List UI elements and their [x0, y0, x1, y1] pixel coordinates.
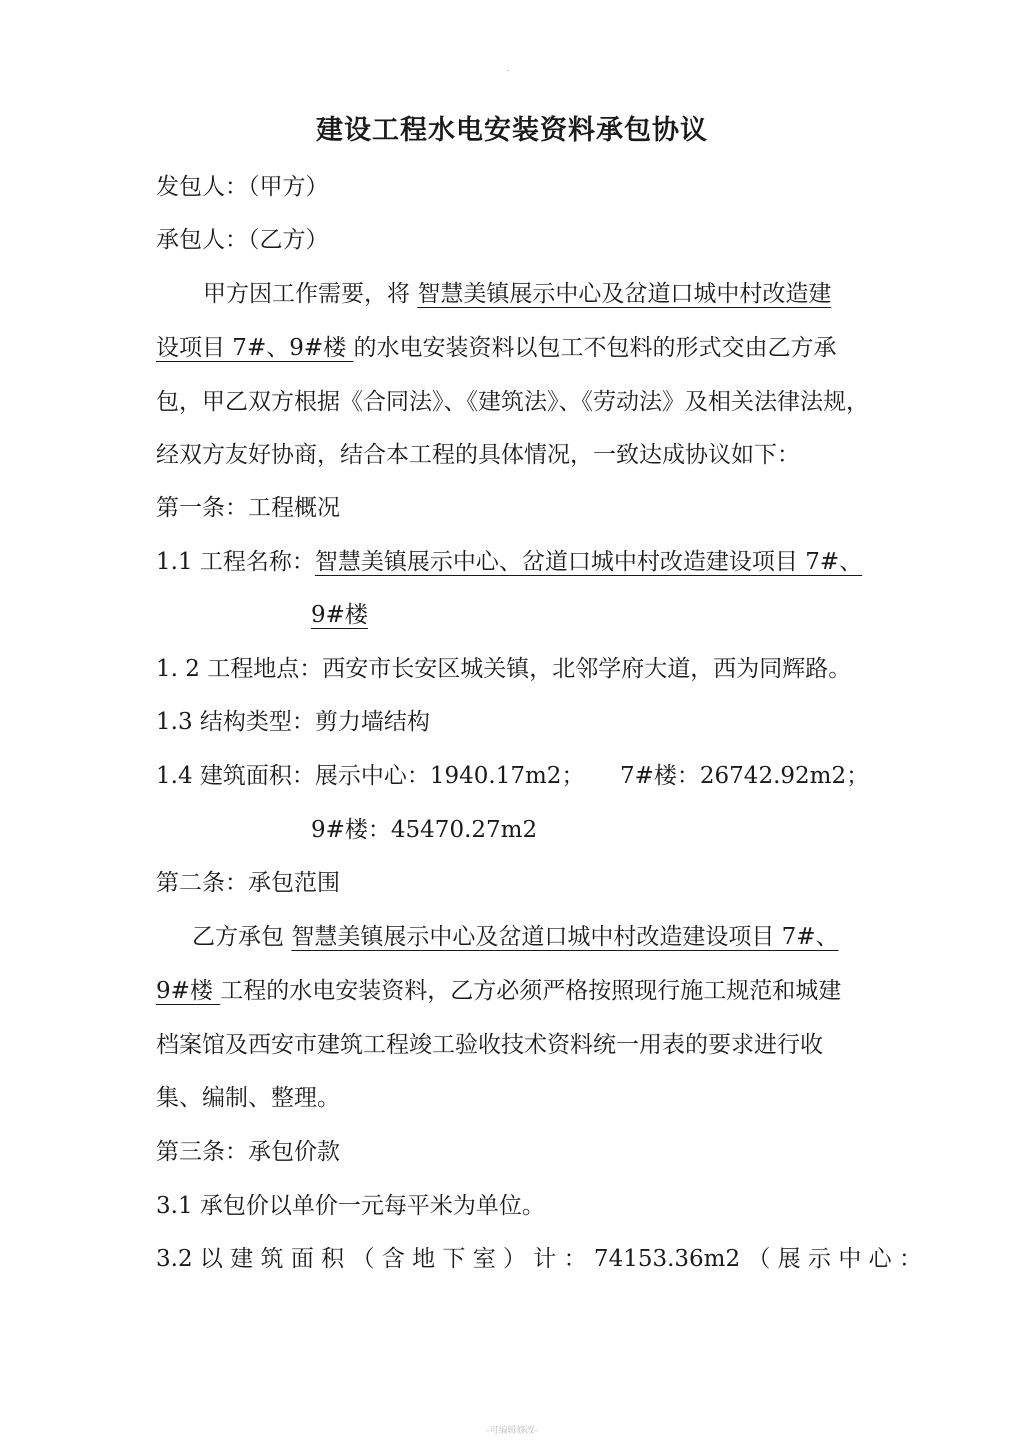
area-showroom: 1.4 建筑面积：展示中心：1940.17m2；: [156, 763, 585, 789]
scope-project-underlined: 9#楼: [156, 978, 221, 1004]
project-name-value: 9#楼: [311, 602, 368, 628]
scope-project-underlined: 智慧美镇展示中心及岔道口城中村改造建设项目 7#、: [291, 924, 839, 950]
intro-line-3: 包，甲乙双方根据《合同法》、《建筑法》、《劳动法》及相关法律法规，: [156, 389, 869, 415]
structure-type: 1.3 结构类型：剪力墙结构: [156, 709, 430, 735]
article-1-heading: 第一条：工程概况: [156, 495, 340, 521]
scope-text: 乙方承包: [192, 924, 292, 950]
project-name-label: 1.1 工程名称：: [156, 549, 315, 575]
scope-text: 工程的水电安装资料，乙方必须严格按照现行施工规范和城建: [220, 978, 842, 1004]
scope-line-1: [192, 921, 839, 953]
party-b-line: 承包人：（乙方）: [156, 227, 329, 253]
area-building-9: 9#楼：45470.27m2: [311, 817, 538, 843]
area-building-7: 7#楼：26742.92m2；: [620, 763, 870, 789]
page-mark: [507, 70, 510, 71]
price-clause-1: 3.1 承包价以单价一元每平米为单位。: [156, 1193, 545, 1219]
intro-line-1: [203, 278, 831, 310]
project-name-underlined: 智慧美镇展示中心及岔道口城中村改造建: [417, 281, 832, 307]
article-2-heading: 第二条：承包范围: [156, 870, 340, 896]
scope-line-4: 集、编制、整理。: [156, 1085, 340, 1111]
page-footer: -可编辑修改-: [486, 1426, 538, 1436]
project-name-value: 智慧美镇展示中心、岔道口城中村改造建设项目 7#、: [314, 549, 863, 575]
project-name-underlined: 设项目 7#、9#楼: [156, 335, 354, 361]
project-location: 1. 2 工程地点：西安市长安区城关镇，北邻学府大道，西为同辉路。: [156, 656, 852, 682]
document-title: 建设工程水电安装资料承包协议: [316, 115, 708, 146]
scope-line-3: 档案馆及西安市建筑工程竣工验收技术资料统一用表的要求进行收: [156, 1032, 823, 1058]
project-name-line: [156, 546, 862, 578]
party-a-line: 发包人：（甲方）: [156, 174, 329, 200]
price-clause-2: 3.2 以 建 筑 面 积 （ 含 地 下 室 ） 计 ： 74153.36m2 （ 展 示 中 心 ：: [156, 1246, 922, 1272]
intro-text: 甲方因工作需要，将: [203, 281, 418, 307]
article-3-heading: 第三条：承包价款: [156, 1139, 340, 1165]
intro-line-2: [156, 332, 836, 364]
scope-line-2: [156, 975, 841, 1007]
project-name-line-2: [311, 599, 368, 631]
intro-line-4: 经双方友好协商，结合本工程的具体情况，一致达成协议如下：: [156, 442, 800, 468]
intro-text: 的水电安装资料以包工不包料的形式交由乙方承: [353, 335, 837, 361]
building-area-line: [156, 760, 584, 792]
